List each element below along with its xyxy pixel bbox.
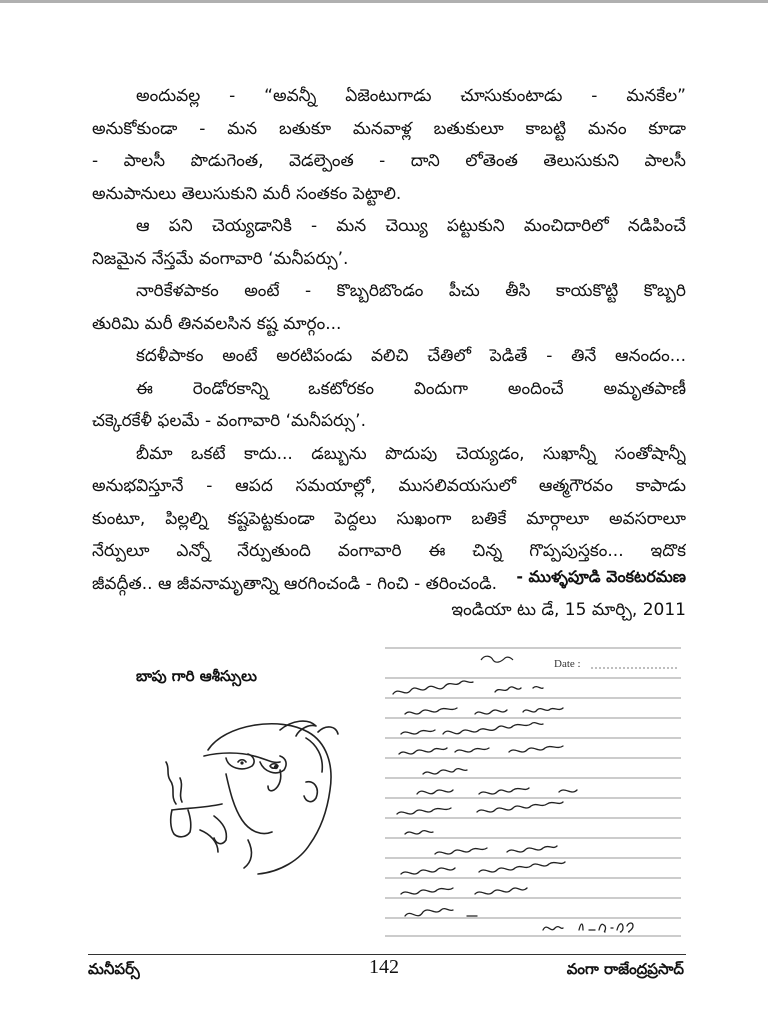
paragraph-line: అనుభవిస్తూనే - ఆపద సమయాల్లో, ముసలివయసులో ఆత్మగౌరవం కాపాడు <box>92 476 686 496</box>
paragraph-line: అందువల్ల - “అవన్నీ ఏజెంటుగాడు చూసుకుంటాడు - మనకేల” <box>136 86 686 106</box>
paragraph-line: అనుపానులు తెలుసుకుని మరీ సంతకం పెట్టాలి. <box>92 183 402 204</box>
source-dateline: ఇండియా టు డే, 15 మార్చి, 2011 <box>451 600 686 620</box>
footer-author-name: వంగా రాజేంద్రప్రసాద్ <box>566 960 684 978</box>
top-rule <box>0 0 768 3</box>
paragraph-line: నేర్పులూ ఎన్నో నేర్పుతుంది వంగావారి ఈ చిన్న గొప్పపుస్తకం... ఇదొక <box>92 541 686 561</box>
paragraph-line: అనుకోకుండా - మన బతుకూ మనవాళ్ల బతుకులూ కాబట్టి మనం కూడా <box>92 118 686 139</box>
paragraph-line: ఆ పని చెయ్యడానికి - మన చెయ్యి పట్టుకుని మంచిదారిలో నడిపించే <box>136 216 686 236</box>
paragraph-line: - పాలసీ పొడుగెంత, వెడల్పెంత - దాని లోతెంత తెలుసుకుని పాలసీ <box>92 151 686 171</box>
paragraph-line: ఈ రెండోరకాన్ని ఒకటోరకం విందుగా అందించే అమృతపాణీ <box>136 378 686 399</box>
paragraph-line: కదళీపాకం అంటే అరటిపండు వలిచి చేతిలో పెడితే - తినే ఆనందం... <box>136 346 686 366</box>
body-text <box>92 80 686 600</box>
paragraph-line: నారికేళపాకం అంటే - కొబ్బరిబొండం పీచు తీసి కాయకొట్టి కొబ్బరి <box>136 281 686 301</box>
paragraph-line: చక్కెరకేళీ ఫలమే - వంగావారి ‘మనీపర్సు’. <box>92 411 366 431</box>
handwritten-note <box>383 640 683 938</box>
page-number: 142 <box>369 956 399 978</box>
paragraph-line: జీవద్గీత.. ఆ జీవనామృతాన్ని ఆరగించండి - గించి - తరించండి. <box>92 573 498 594</box>
note-date-label: Date : <box>554 658 581 670</box>
author-signature: - ముళ్ళపూడి వెంకటరమణ <box>516 567 686 586</box>
bapu-sketch-illustration <box>130 712 352 884</box>
paragraph-line: తురిమి మరీ తినవలసిన కష్ట మార్గం... <box>92 313 342 334</box>
paragraph-line: బీమా ఒకటే కాదు... డబ్బును పొదుపు చెయ్యడం, సుఖాన్నీ సంతోషాన్నీ <box>136 443 686 464</box>
paragraph-line: కుంటూ, పిల్లల్ని కష్టపెట్టకుండా పెద్దలు సుఖంగా బతికే మార్గాలూ అవసరాలూ <box>92 508 686 529</box>
paragraph-line: నిజమైన నేస్తమే వంగావారి ‘మనీపర్సు’. <box>92 248 349 269</box>
note-header <box>383 640 683 680</box>
footer-rule <box>88 954 686 955</box>
blessing-caption: బాపు గారి ఆశీస్సులు <box>136 667 257 685</box>
footer-book-title: మనీపర్స్ <box>88 960 140 978</box>
